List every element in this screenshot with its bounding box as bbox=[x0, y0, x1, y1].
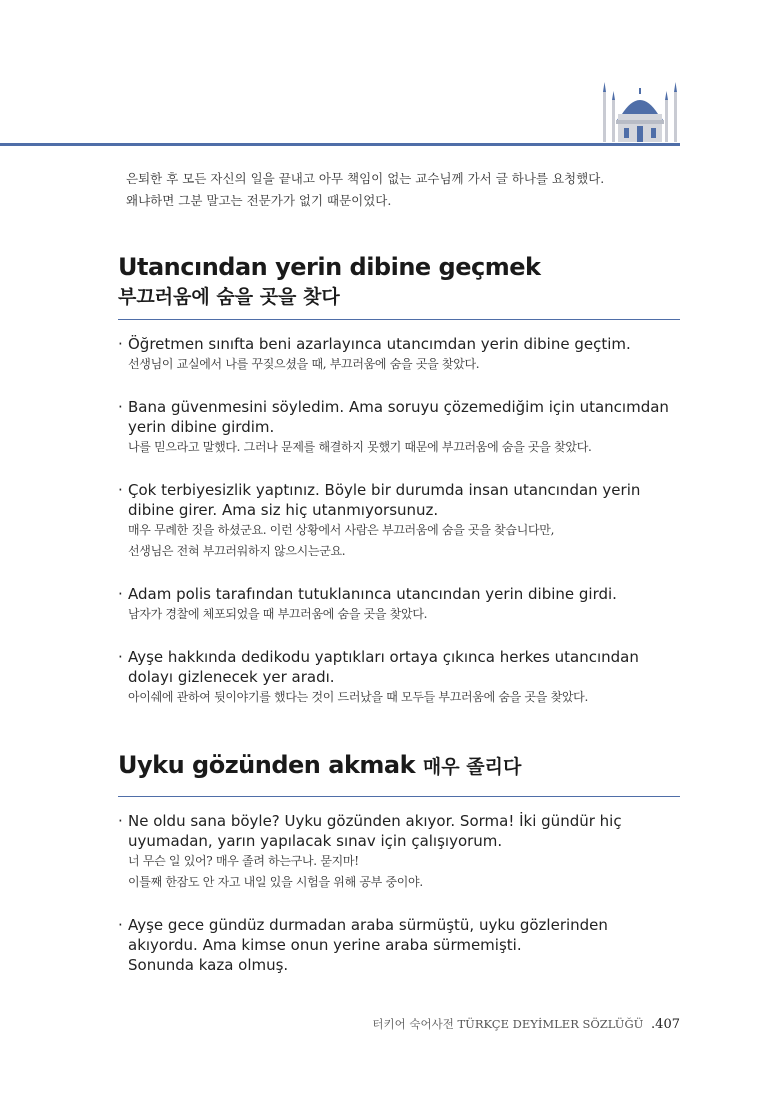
idiom-title-row bbox=[118, 750, 680, 782]
turkish-sentence: Öğretmen sınıfta beni azarlayınca utancımdan yerin dibine geçtim. bbox=[128, 335, 631, 353]
mosque-illustration bbox=[600, 78, 680, 144]
bullet: · bbox=[118, 812, 123, 830]
intro-line: 왜냐하면 그분 말고는 전문가가 없기 때문이었다. bbox=[126, 193, 392, 208]
intro-line: 은퇴한 후 모든 자신의 일을 끝내고 아무 책임이 없는 교수님께 가서 글 하나를 요청했다. bbox=[126, 171, 605, 186]
example-entry bbox=[118, 480, 680, 562]
korean-translation: 너 무슨 일 있어? 매우 졸려 하는구나. 묻지마! bbox=[128, 854, 359, 868]
turkish-sentence: dolayı gizlenecek yer aradı. bbox=[128, 668, 335, 686]
turkish-sentence: uyumadan, yarın yapılacak sınav için çalışıyorum. bbox=[128, 832, 503, 850]
example-entry bbox=[118, 584, 680, 625]
korean-translation: 선생님이 교실에서 나를 꾸짖으셨을 때, 부끄러움에 숨을 곳을 찾았다. bbox=[128, 357, 480, 371]
korean-translation: 남자가 경찰에 체포되었을 때 부끄러움에 숨을 곳을 찾았다. bbox=[128, 607, 428, 621]
turkish-sentence: yerin dibine girdim. bbox=[128, 418, 275, 436]
example-entry bbox=[118, 334, 680, 375]
turkish-sentence: Bana güvenmesini söyledim. Ama soruyu çözemediğim için utancımdan bbox=[128, 398, 669, 416]
book-title: 터키어 숙어사전 TÜRKÇE DEYİMLER SÖZLÜĞÜ bbox=[372, 1017, 644, 1031]
bullet: · bbox=[118, 335, 123, 353]
idiom-title: Uyku gözünden akmak bbox=[118, 751, 416, 779]
intro-text bbox=[126, 168, 686, 212]
idiom-title: Utancından yerin dibine geçmek bbox=[118, 253, 541, 281]
idiom-meaning: 매우 졸리다 bbox=[422, 756, 522, 778]
header-rule bbox=[0, 143, 680, 146]
korean-translation: 이틀째 한잠도 안 자고 내일 있을 시험을 위해 공부 중이야. bbox=[128, 875, 423, 889]
example-entry bbox=[118, 397, 680, 458]
page-number: .407 bbox=[651, 1017, 680, 1032]
turkish-sentence: akıyordu. Ama kimse onun yerine araba sürmemişti. bbox=[128, 936, 522, 954]
turkish-sentence: Ayşe gece gündüz durmadan araba sürmüştü, uyku gözlerinden bbox=[128, 916, 608, 934]
korean-translation: 아이쉐에 관하여 뒷이야기를 했다는 것이 드러났을 때 모두들 부끄러움에 숨을 곳을 찾았다. bbox=[128, 690, 588, 704]
bullet: · bbox=[118, 398, 123, 416]
bullet: · bbox=[118, 916, 123, 934]
turkish-sentence: Çok terbiyesizlik yaptınız. Böyle bir durumda insan utancından yerin bbox=[128, 481, 641, 499]
bullet: · bbox=[118, 481, 123, 499]
turkish-sentence: dibine girer. Ama siz hiç utanmıyorsunuz. bbox=[128, 501, 439, 519]
korean-translation: 매우 무례한 짓을 하셨군요. 이런 상황에서 사람은 부끄러움에 숨을 곳을 찾습니다만, bbox=[128, 523, 555, 537]
section-divider bbox=[118, 319, 680, 320]
idiom-meaning: 부끄러움에 숨을 곳을 찾다 bbox=[118, 286, 340, 308]
idiom-section-1 bbox=[118, 252, 680, 708]
turkish-sentence: Ayşe hakkında dedikodu yaptıkları ortaya çıkınca herkes utancından bbox=[128, 648, 639, 666]
turkish-sentence: Sonunda kaza olmuş. bbox=[128, 956, 289, 974]
example-entry bbox=[118, 811, 680, 893]
bullet: · bbox=[118, 585, 123, 603]
idiom-section-2 bbox=[118, 750, 680, 975]
page-footer bbox=[372, 1016, 680, 1032]
example-entry bbox=[118, 915, 680, 975]
turkish-sentence: Adam polis tarafından tutuklanınca utancından yerin dibine girdi. bbox=[128, 585, 617, 603]
turkish-sentence: Ne oldu sana böyle? Uyku gözünden akıyor. Sorma! İki gündür hiç bbox=[128, 812, 622, 830]
bullet: · bbox=[118, 648, 123, 666]
korean-translation: 선생님은 전혀 부끄러워하지 않으시는군요. bbox=[128, 544, 346, 558]
section-divider bbox=[118, 796, 680, 797]
example-entry bbox=[118, 647, 680, 708]
korean-translation: 나를 믿으라고 말했다. 그러나 문제를 해결하지 못했기 때문에 부끄러움에 숨을 곳을 찾았다. bbox=[128, 440, 592, 454]
